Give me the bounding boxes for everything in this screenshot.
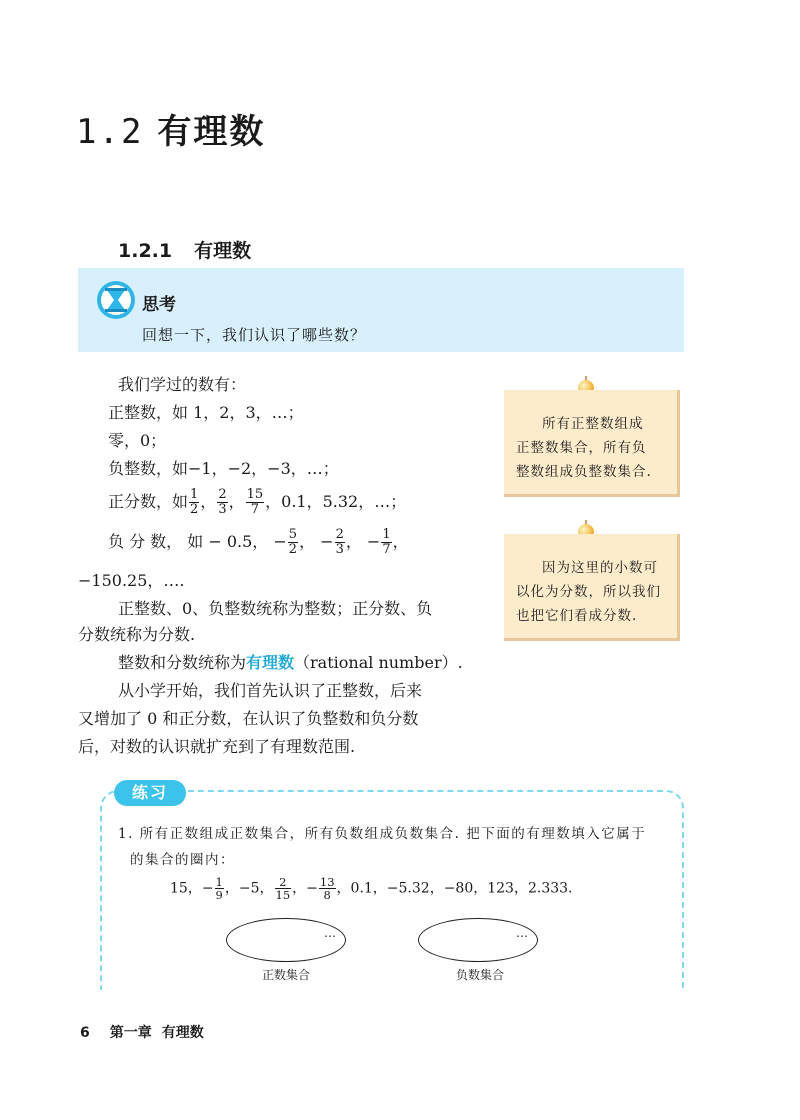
think-title: 思考: [142, 295, 176, 315]
fraction: $\frac{5}{2}$: [288, 527, 298, 557]
negative-fractions-line: 负 分 数， 如 − 0.5， − $\frac{5}{2}$ ， − $\frac{2}{3}$ ， − $\frac{1}{7}$ ，: [108, 527, 409, 557]
intro-line: 我们学过的数有：: [118, 375, 247, 394]
fraction: $\frac{2}{3}$: [218, 487, 227, 517]
think-question: 回想一下，我们认识了哪些数？: [142, 326, 367, 344]
chapter-title: 有理数: [161, 1025, 204, 1041]
fraction: $\frac{2}{3}$: [335, 527, 344, 557]
subsection-heading: [118, 236, 251, 263]
fraction: $\frac{1}{2}$: [190, 487, 199, 517]
fraction: $\frac{13}{8}$: [319, 875, 335, 902]
positive-set-ellipse[interactable]: [226, 918, 346, 962]
ellipse-dots: …: [516, 926, 528, 940]
pos-frac-prefix: 正分数，如: [108, 492, 189, 511]
page-footer: [80, 1022, 204, 1042]
exercise-1-line-1: 1. 所有正数组成正数集合，所有负数组成负数集合. 把下面的有理数填入它属于: [118, 826, 647, 842]
fraction: $\frac{2}{15}$: [275, 875, 291, 902]
paragraph-1-line-1: 正整数、0、负整数统称为整数；正分数、负: [118, 599, 433, 618]
fraction: $\frac{1}{9}$: [215, 875, 223, 902]
term-rational-number: 有理数: [246, 653, 295, 672]
paragraph-2: 整数和分数统称为有理数（rational number）.: [118, 653, 463, 672]
paragraph-1-line-2: 分数统称为分数.: [78, 625, 196, 644]
positive-integers-line: 正整数，如 1，2，3，…；: [108, 403, 304, 422]
page-number: 6: [80, 1025, 90, 1041]
section-title: 有理数: [157, 112, 266, 152]
negative-fractions-continued: −150.25，….: [78, 571, 185, 590]
subsection-number: 1.2.1: [118, 240, 173, 262]
exercise-numbers: 15，− $\frac{1}{9}$ ，−5， $\frac{2}{15}$ ，− $\frac{13}{8}$ ，0.1，−5.32，−80，123，2.333.: [170, 875, 573, 902]
positive-set-label: 正数集合: [262, 968, 311, 982]
practice-badge: 练习: [114, 780, 186, 806]
negative-integers-line: 负整数，如−1，−2，−3，…；: [108, 459, 339, 478]
ellipse-dots: …: [324, 926, 336, 940]
negative-set-ellipse[interactable]: [418, 918, 538, 962]
pos-frac-suffix: ，0.1，5.32，…；: [265, 492, 407, 511]
neg-frac-prefix: 负 分 数， 如 − 0.5， −: [108, 532, 287, 551]
zero-line: 零，0；: [108, 431, 167, 450]
negative-set-label: 负数集合: [456, 968, 505, 982]
paragraph-3-line-1: 从小学开始，我们首先认识了正整数，后来: [118, 681, 423, 700]
section-number: 1.2: [76, 112, 144, 152]
exercise-1-line-2: 的集合的圈内：: [130, 852, 235, 868]
side-note-1: 所有正整数组成 正整数集合，所有负 整数组成负整数集合.: [504, 390, 680, 497]
paragraph-3-line-3: 后，对数的认识就扩充到了有理数范围.: [78, 737, 356, 756]
fraction: $\frac{15}{7}$: [246, 487, 264, 517]
chapter-label: 第一章: [109, 1025, 152, 1041]
positive-fractions-line: 正分数，如 $\frac{1}{2}$ ， $\frac{2}{3}$ ， $\frac{15}{7}$ ，0.1，5.32，…；: [108, 487, 407, 517]
subsection-title: 有理数: [194, 240, 252, 262]
hourglass-icon: [96, 280, 136, 320]
side-note-2: 因为这里的小数可 以化为分数，所以我们 也把它们看成分数.: [504, 534, 680, 641]
section-heading: [76, 104, 265, 153]
fraction: $\frac{1}{7}$: [382, 527, 391, 557]
paragraph-3-line-2: 又增加了 0 和正分数，在认识了负整数和负分数: [78, 709, 419, 728]
